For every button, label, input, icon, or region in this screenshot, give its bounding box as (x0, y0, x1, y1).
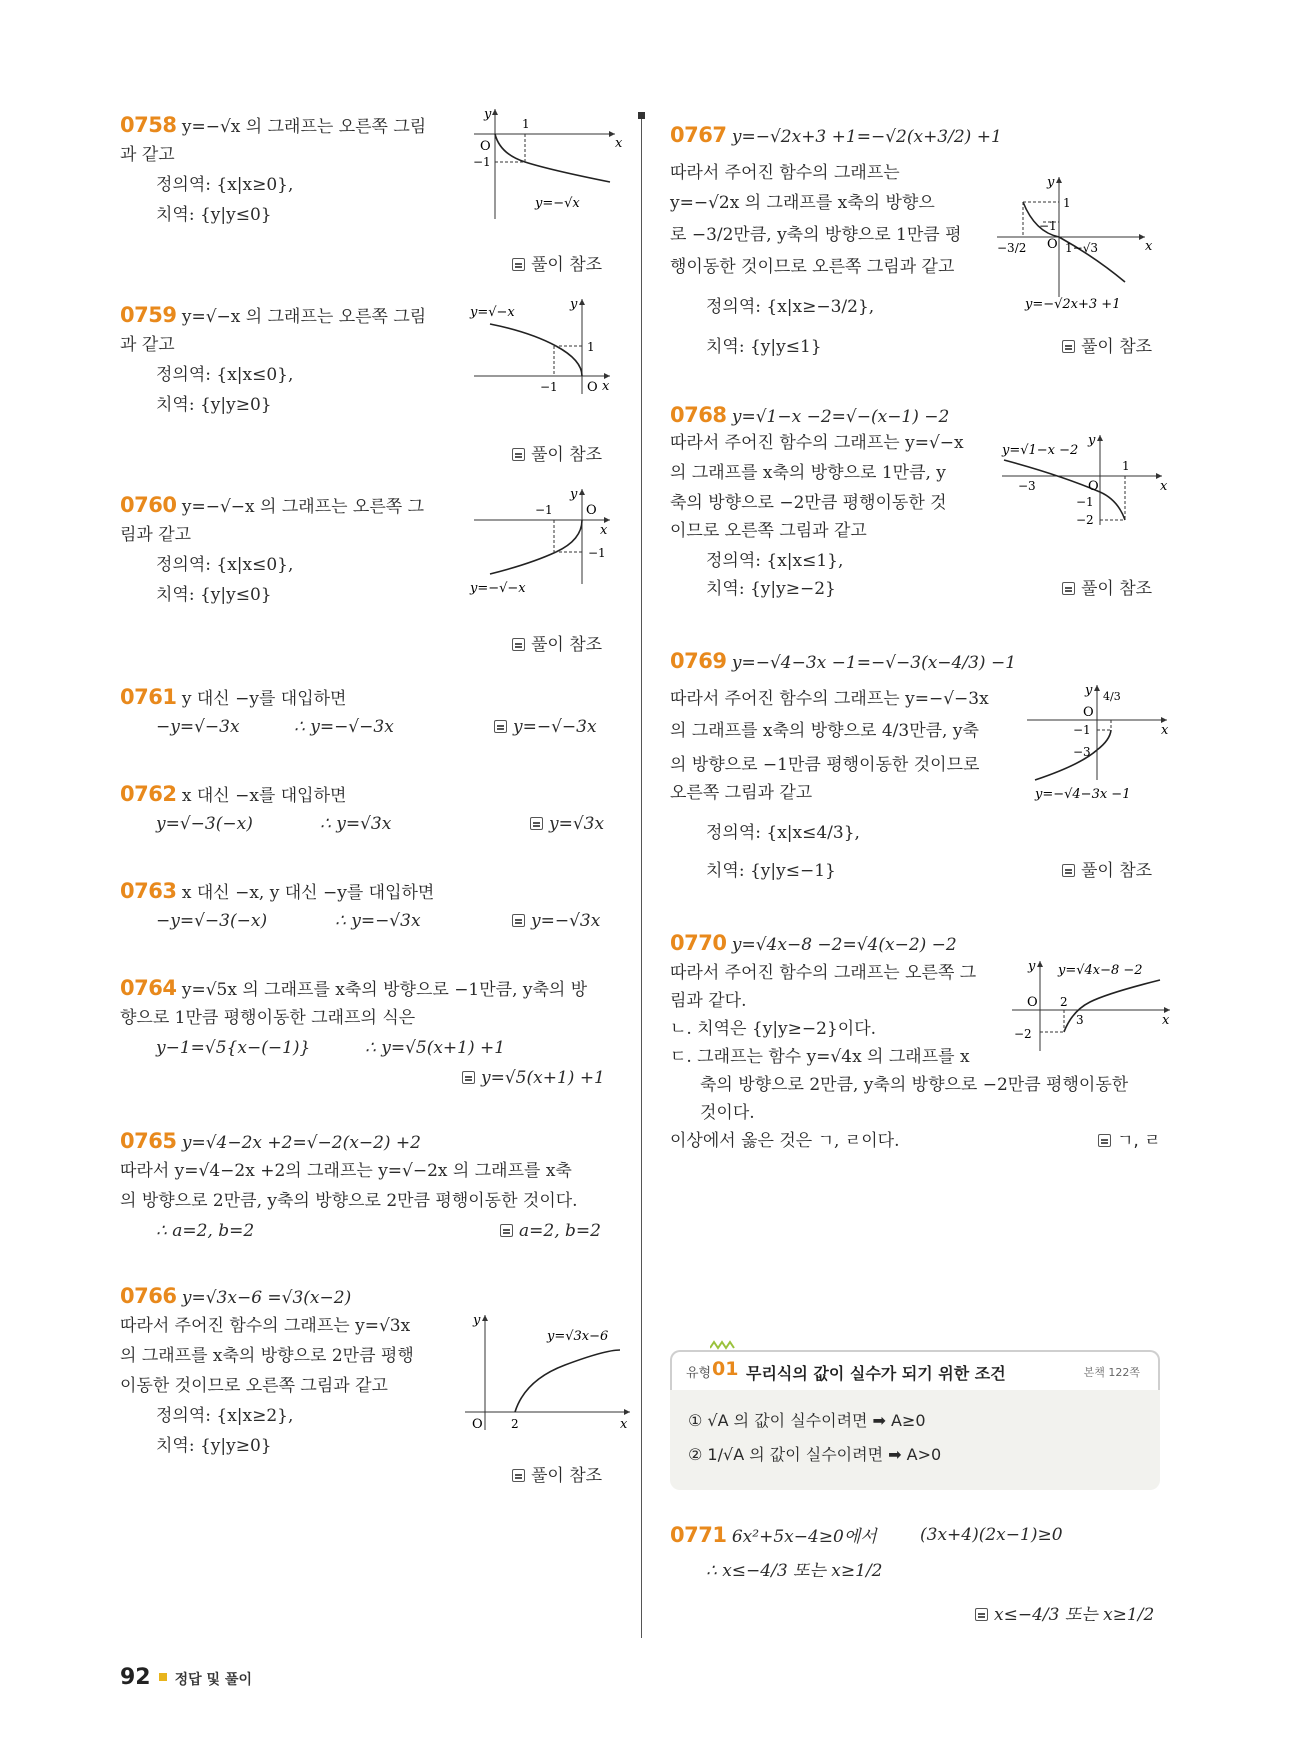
type-header (670, 1350, 1160, 1390)
tick-label: −3 (1018, 479, 1036, 493)
domain-text: 정의역: {x|x≤0}, (156, 365, 294, 385)
graph-0770 (1010, 956, 1175, 1056)
y-axis-label: y (1088, 433, 1096, 448)
tick-label: 1 (1122, 459, 1130, 473)
answer: 풀이 참조 (1062, 336, 1152, 358)
answer: y=√5(x+1) +1 (462, 1067, 605, 1089)
section-label: 정답 및 풀이 (174, 1672, 252, 1688)
y-axis-label: y (473, 1313, 481, 1328)
origin-label: O (480, 139, 491, 154)
answer-icon (512, 638, 525, 651)
domain-text: 정의역: {x|x≥2}, (156, 1406, 294, 1426)
page-number: 92 (120, 1665, 151, 1690)
equation: y−1=√5{x−(−1)} (156, 1038, 311, 1058)
type-number: 01 (712, 1358, 739, 1380)
answer: 풀이 참조 (1062, 860, 1152, 882)
x-axis-label: x (1145, 239, 1153, 254)
problem-number: 0763 (120, 879, 177, 903)
range-text: 치역: {y|y≤1} (706, 337, 822, 357)
problem-text: ㄷ. 그래프는 함수 y=√4x 의 그래프를 x (670, 1047, 970, 1067)
conclusion: ∴ y=−√3x (335, 911, 421, 931)
range-text: 치역: {y|y≥0} (156, 395, 272, 415)
problem-text: 의 그래프를 x축의 방향으로 4/3만큼, y축 (670, 721, 979, 741)
tick-label: −1 (540, 380, 558, 394)
problem-text: 이동한 것이므로 오른쪽 그림과 같고 (120, 1376, 388, 1396)
problem-text: y=−√2x+3 +1=−√2(x+3/2) +1 (731, 127, 1002, 147)
answer-icon (512, 1469, 525, 1482)
y-axis-label: y (1085, 683, 1093, 698)
range-text: 치역: {y|y≥0} (156, 1436, 272, 1456)
problem-text: y=−√x 의 그래프는 오른쪽 그림 (181, 117, 427, 137)
problem-text: 따라서 y=√4−2x +2의 그래프는 y=√−2x 의 그래프를 x축 (120, 1161, 572, 1181)
curve-label: y=−√x (535, 196, 580, 211)
problem-text: x 대신 −x, y 대신 −y를 대입하면 (181, 883, 435, 903)
graph-0759 (470, 294, 630, 414)
tick-label: 4/3 (1103, 690, 1121, 703)
answer-icon (494, 720, 507, 733)
graph-0766 (455, 1310, 635, 1440)
domain-text: 정의역: {x|x≤4/3}, (706, 823, 860, 843)
problem-text: y=−√2x 의 그래프를 x축의 방향으 (670, 193, 935, 213)
origin-label: O (1027, 995, 1038, 1010)
graph-0767 (995, 172, 1175, 312)
problem-text: 림과 같다. (670, 991, 747, 1011)
answer: y=−√3x (512, 910, 600, 932)
column-divider (641, 118, 642, 1638)
problem-number: 0768 (670, 403, 727, 427)
range-text: 치역: {y|y≤0} (156, 585, 272, 605)
tick-label: −3 (1073, 745, 1091, 759)
answer: 풀이 참조 (512, 444, 602, 466)
problem-text: ㄴ. 치역은 {y|y≥−2}이다. (670, 1019, 877, 1039)
origin-label: O (587, 380, 598, 395)
problem-text: 의 방향으로 −1만큼 평행이동한 것이므로 (670, 755, 980, 775)
domain-text: 정의역: {x|x≤0}, (156, 555, 294, 575)
answer: y=√3x (530, 813, 604, 835)
tick-label: −1 (1039, 219, 1057, 233)
y-axis-label: y (484, 107, 492, 122)
condition-item: ② 1/√A 의 값이 실수이려면 ➡ A>0 (688, 1445, 942, 1464)
problem-text: y=√1−x −2=√−(x−1) −2 (731, 407, 950, 427)
type-title: 무리식의 값이 실수가 되기 위한 조건 (746, 1364, 1006, 1383)
tick-label: −2 (1076, 513, 1094, 527)
tick-label: −1 (1073, 723, 1091, 737)
problem-text: 축의 방향으로 −2만큼 평행이동한 것 (670, 493, 947, 513)
tick-label: −3/2 (997, 241, 1027, 255)
problem-number: 0760 (120, 493, 177, 517)
y-axis-label: y (1028, 959, 1036, 974)
y-axis-label: y (570, 487, 578, 502)
problem-text: y=√4−2x +2=√−2(x−2) +2 (181, 1133, 421, 1153)
graph-0768 (1000, 430, 1175, 530)
answer: y=−√−3x (494, 716, 597, 738)
range-text: 치역: {y|y≤−1} (706, 861, 836, 881)
problem-text: 의 방향으로 2만큼, y축의 방향으로 2만큼 평행이동한 것이다. (120, 1191, 578, 1211)
footer-marker (159, 1673, 167, 1681)
problem-number: 0759 (120, 303, 177, 327)
answer: x≤−4/3 또는 x≥1/2 (975, 1604, 1154, 1626)
curve-label: y=√4x−8 −2 (1058, 963, 1143, 978)
problem-text: 의 그래프를 x축의 방향으로 2만큼 평행 (120, 1346, 414, 1366)
page-footer (120, 1665, 252, 1690)
problem-text: 것이다. (700, 1103, 755, 1123)
problem-text: y 대신 −y를 대입하면 (181, 689, 347, 709)
conclusion: ∴ y=√5(x+1) +1 (365, 1038, 506, 1058)
problem-number: 0769 (670, 649, 727, 673)
problem-text: 따라서 주어진 함수의 그래프는 (670, 163, 900, 183)
x-axis-label: x (620, 1417, 628, 1432)
tick-label: 3 (1076, 1013, 1084, 1027)
tick-label: 2 (511, 1417, 519, 1431)
y-axis-label: y (1047, 175, 1055, 190)
problem-text: 따라서 주어진 함수의 그래프는 y=√−x (670, 433, 964, 453)
problem-text: 이므로 오른쪽 그림과 같고 (670, 521, 867, 541)
conclusion: ∴ a=2, b=2 (156, 1221, 255, 1241)
answer-icon (975, 1608, 988, 1621)
tick-label: 1 (1063, 196, 1071, 210)
problem-text: 축의 방향으로 2만큼, y축의 방향으로 −2만큼 평행이동한 (700, 1075, 1129, 1095)
x-axis-label: x (1160, 479, 1168, 494)
problem-number: 0771 (670, 1523, 727, 1547)
problem-text: 림과 같고 (120, 525, 192, 545)
problem-number: 0765 (120, 1129, 177, 1153)
problem-number: 0770 (670, 931, 727, 955)
problem-text: y=√5x 의 그래프를 x축의 방향으로 −1만큼, y축의 방 (181, 980, 588, 1000)
problem-number: 0762 (120, 782, 177, 806)
curve-label: y=−√2x+3 +1 (1025, 297, 1121, 312)
type-ref: 본책 122쪽 (1083, 1366, 1140, 1379)
origin-label: O (1083, 705, 1094, 720)
zigzag-icon (710, 1340, 736, 1350)
condition-item: ① √A 의 값이 실수이려면 ➡ A≥0 (688, 1411, 926, 1430)
problem-text: y=−√−x 의 그래프는 오른쪽 그 (181, 497, 425, 517)
origin-label: O (1088, 479, 1099, 494)
divider-marker (638, 112, 645, 119)
curve-label: y=√−x (470, 305, 515, 320)
tick-label: 1−√3 (1065, 241, 1098, 255)
tick-label: −1 (473, 155, 491, 169)
problem-number: 0767 (670, 123, 727, 147)
domain-text: 정의역: {x|x≥0}, (156, 175, 294, 195)
tick-label: 1 (587, 340, 595, 354)
origin-label: O (472, 1417, 483, 1432)
answer: 풀이 참조 (512, 254, 602, 276)
origin-label: O (1047, 237, 1058, 252)
graph-0769 (1025, 680, 1175, 800)
problem-text: y=−√4−3x −1=−√−3(x−4/3) −1 (731, 653, 1017, 673)
answer-icon (530, 817, 543, 830)
answer: 풀이 참조 (512, 1465, 602, 1487)
answer: ㄱ, ㄹ (1098, 1130, 1161, 1152)
conclusion: ∴ y=−√−3x (294, 717, 394, 737)
x-axis-label: x (602, 379, 610, 394)
answer: 풀이 참조 (512, 634, 602, 656)
answer-icon (1098, 1134, 1111, 1147)
equation: (3x+4)(2x−1)≥0 (920, 1525, 1063, 1545)
curve-label: y=−√−x (470, 581, 526, 596)
problem-text: 향으로 1만큼 평행이동한 그래프의 식은 (120, 1008, 416, 1028)
answer-icon (1062, 340, 1075, 353)
conclusion: ∴ x≤−4/3 또는 x≥1/2 (706, 1561, 883, 1581)
tick-label: −1 (588, 546, 606, 560)
tick-label: 2 (1060, 995, 1068, 1009)
problem-text: 의 그래프를 x축의 방향으로 1만큼, y (670, 463, 946, 483)
equation: y=√−3(−x) (156, 814, 253, 834)
equation: −y=√−3(−x) (156, 911, 268, 931)
domain-text: 정의역: {x|x≤1}, (706, 551, 844, 571)
domain-text: 정의역: {x|x≥−3/2}, (706, 297, 875, 317)
equation: 6x²+5x−4≥0에서 (731, 1527, 877, 1547)
problem-number: 0758 (120, 113, 177, 137)
x-axis-label: x (615, 136, 623, 151)
answer-icon (500, 1224, 513, 1237)
problem-text: 로 −3/2만큼, y축의 방향으로 1만큼 평 (670, 225, 962, 245)
origin-label: O (586, 503, 597, 518)
answer-icon (462, 1071, 475, 1084)
y-axis-label: y (570, 297, 578, 312)
tick-label: −2 (1014, 1027, 1032, 1041)
range-text: 치역: {y|y≥−2} (706, 579, 836, 599)
conclusion: 이상에서 옳은 것은 ㄱ, ㄹ이다. (670, 1131, 900, 1151)
range-text: 치역: {y|y≤0} (156, 205, 272, 225)
answer: a=2, b=2 (500, 1220, 601, 1242)
graph-0758 (470, 104, 630, 224)
answer-icon (1062, 864, 1075, 877)
answer: 풀이 참조 (1062, 578, 1152, 600)
x-axis-label: x (1162, 1013, 1170, 1028)
problem-number: 0764 (120, 976, 177, 1000)
problem-text: 오른쪽 그림과 같고 (670, 783, 813, 803)
answer-icon (512, 258, 525, 271)
problem-text: 따라서 주어진 함수의 그래프는 오른쪽 그 (670, 963, 977, 983)
problem-number: 0761 (120, 685, 177, 709)
type-body (670, 1390, 1160, 1490)
answer-icon (1062, 582, 1075, 595)
problem-text: 행이동한 것이므로 오른쪽 그림과 같고 (670, 257, 955, 277)
tick-label: −1 (1076, 495, 1094, 509)
tick-label: 1 (522, 117, 530, 131)
problem-number: 0766 (120, 1284, 177, 1308)
problem-text: x 대신 −x를 대입하면 (181, 786, 347, 806)
tick-label: −1 (535, 503, 553, 517)
problem-text: y=√−x 의 그래프는 오른쪽 그림 (181, 307, 427, 327)
problem-text: y=√3x−6 =√3(x−2) (181, 1288, 352, 1308)
answer-icon (512, 914, 525, 927)
equation: −y=√−3x (156, 717, 240, 737)
problem-text: 따라서 주어진 함수의 그래프는 y=−√−3x (670, 689, 989, 709)
answer-icon (512, 448, 525, 461)
curve-label: y=√3x−6 (547, 1329, 609, 1344)
x-axis-label: x (1161, 723, 1169, 738)
x-axis-label: x (600, 523, 608, 538)
problem-text: y=√4x−8 −2=√4(x−2) −2 (731, 935, 957, 955)
curve-label: y=√1−x −2 (1002, 443, 1079, 458)
problem-text: 과 같고 (120, 335, 175, 355)
curve-label: y=−√4−3x −1 (1035, 787, 1131, 802)
type-label: 유형 (686, 1366, 712, 1381)
graph-0760 (470, 484, 630, 604)
problem-text: 과 같고 (120, 145, 175, 165)
conclusion: ∴ y=√3x (320, 814, 392, 834)
problem-text: 따라서 주어진 함수의 그래프는 y=√3x (120, 1316, 411, 1336)
